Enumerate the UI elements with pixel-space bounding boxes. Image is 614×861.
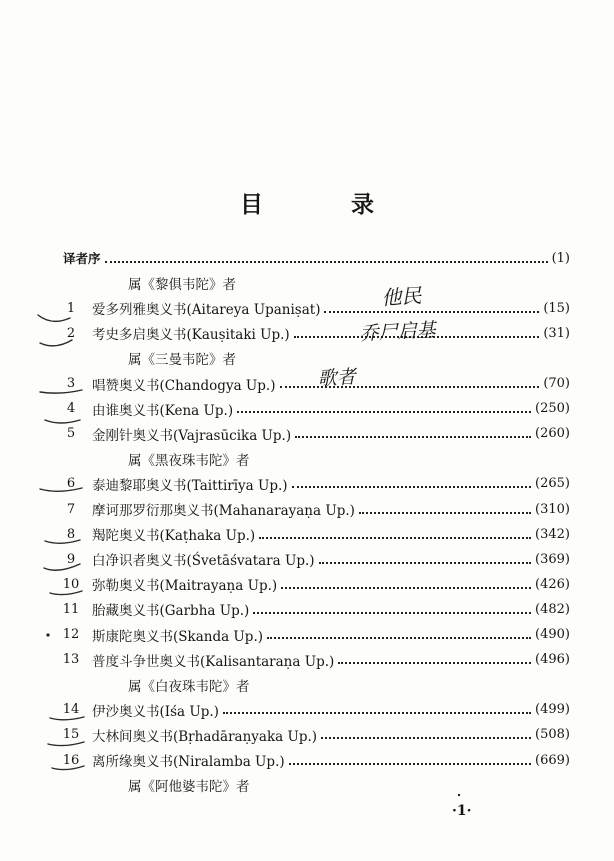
toc-entry-page: (508) [535, 727, 570, 743]
toc-entry-title: 大林间奥义书(Bṛhadāraṇyaka Up.) [92, 728, 318, 745]
toc-entry-number: 7 [66, 501, 76, 517]
toc-entry-page: (482) [535, 601, 570, 617]
toc-entry-number: 8 [66, 526, 76, 542]
toc-entry-page: (70) [543, 376, 570, 391]
handwritten-note: 歌者 [317, 366, 357, 390]
toc-entry-title: 弥勒奥义书(Maitrayaṇa Up.) [92, 578, 278, 595]
toc-entry-page: (496) [535, 652, 570, 668]
section-title: 属《黑夜珠韦陀》者 [128, 452, 250, 469]
toc-entry-page: (15) [543, 300, 570, 316]
toc-entry-page: (260) [535, 426, 570, 442]
pen-mark [48, 742, 84, 746]
toc-entry-number: 11 [62, 601, 80, 617]
toc-entry-page: (499) [535, 702, 570, 718]
toc-entry-title: 考史多启奥义书(Kauṣitaki Up.) [92, 327, 290, 344]
pen-mark [40, 340, 72, 346]
toc-entry-title: 唱赞奥义书(Chandogya Up.) [92, 377, 276, 394]
toc-entry-title: 译者序 [63, 251, 101, 266]
pen-mark [52, 766, 84, 770]
handwritten-note: 乔尸启基 [359, 319, 437, 345]
pen-mark [40, 390, 82, 393]
toc-entry-page: (342) [535, 526, 570, 542]
pen-mark [45, 540, 80, 543]
pen-mark [45, 420, 80, 423]
toc-entry-number: 5 [66, 426, 76, 442]
toc-entry-number: 9 [66, 551, 76, 567]
toc-entry-page: (31) [543, 325, 570, 341]
toc-entry-title: 白净识者奥义书(Śvetāśvatara Up.) [92, 553, 315, 570]
toc-entry-title: 金刚针奥义书(Vajrasūcika Up.) [92, 427, 292, 444]
toc-entry-page: (669) [535, 752, 570, 768]
toc-entry-title: 由谁奥义书(Kena Up.) [92, 402, 234, 419]
toc-entry-page: (1) [551, 250, 570, 266]
toc-entry-number: 14 [62, 702, 80, 718]
toc-entry-page: (369) [535, 551, 570, 567]
page-title: 目 录 [239, 192, 414, 218]
ink-dot [46, 633, 49, 636]
section-title: 属《黎俱韦陀》者 [128, 277, 236, 294]
toc-entry-number: 13 [62, 652, 80, 668]
toc-entry-number: 2 [66, 325, 76, 341]
toc-entry-number: 12 [62, 627, 80, 642]
pen-mark [50, 717, 84, 720]
toc-entry-number: 4 [66, 401, 76, 417]
toc-entry-title: 羯陀奥义书(Kaṭhaka Up.) [92, 528, 256, 545]
toc-entry-number: 3 [66, 376, 76, 391]
toc-entry-title: 斯康陀奥义书(Skanda Up.) [92, 628, 263, 645]
ink-dot [458, 794, 460, 796]
toc-entry-title: 伊沙奥义书(Iśa Up.) [92, 703, 219, 720]
pen-mark [44, 564, 80, 570]
toc-entry-page: (310) [535, 501, 570, 517]
pen-mark [38, 315, 70, 321]
toc-entry-number: 6 [66, 476, 76, 492]
toc-entry-title: 摩诃那罗衍那奥义书(Mahanarayaṇa Up.) [92, 503, 355, 519]
pen-mark [40, 488, 82, 491]
toc-entry-title: 泰迪黎耶奥义书(Taittirīya Up.) [92, 477, 288, 494]
toc-entry-page: (265) [535, 476, 570, 492]
toc-entry-title: 爱多列雅奥义书(Aitareya Upaniṣat) [92, 302, 321, 319]
toc-entry-number: 1 [66, 300, 76, 316]
toc-entry-title: 普度斗争世奥义书(Kalisantaraṇa Up.) [92, 653, 335, 670]
toc-entry-page: (490) [535, 627, 570, 642]
section-title: 属《阿他婆韦陀》者 [128, 779, 250, 796]
section-title: 属《三曼韦陀》者 [128, 352, 236, 369]
toc-entry-number: 15 [62, 727, 80, 743]
toc-entry-number: 16 [62, 752, 80, 768]
toc-entry-title: 离所缘奥义书(Niralamba Up.) [92, 754, 285, 770]
pen-mark [50, 591, 82, 595]
handwritten-note: 他民 [380, 283, 423, 310]
section-title: 属《白夜珠韦陀》者 [128, 678, 250, 695]
toc-entry-page: (426) [535, 576, 570, 592]
page-number: ·1· [452, 803, 472, 819]
toc-entry-title: 胎藏奥义书(Garbha Up.) [92, 603, 250, 620]
toc-entry-page: (250) [535, 401, 570, 417]
toc-entry-number: 10 [62, 576, 80, 592]
